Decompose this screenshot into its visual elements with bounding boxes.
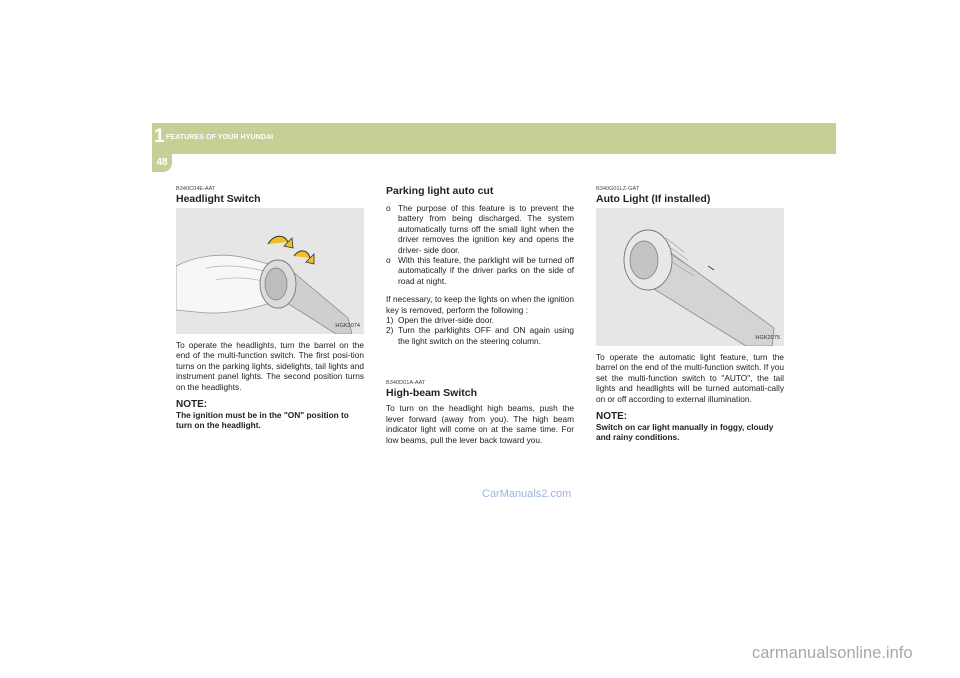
section-code: B340C04E-AAT — [176, 186, 216, 192]
body-text: To operate the automatic light feature, turn the barrel on the end of the multi-function switch. If you set the multi-function switch to "AUTO", the tail lights and headlights will be turned automati-cally on or off according to external illumination. — [596, 352, 784, 404]
list-item: o The purpose of this feature is to prevent the battery from being discharged. The system automatically turns off the small light when the driver removes the ignition key and opens the driver- side door. — [386, 203, 574, 255]
auto-light-figure — [596, 208, 784, 346]
section-title: Auto Light (If installed) — [596, 193, 711, 205]
bullet-marker: o — [386, 255, 391, 266]
step-marker: 2) — [386, 325, 394, 336]
column-headlight-switch — [176, 185, 364, 430]
body-text: To turn on the headlight high beams, push the lever forward (away from you). The high beam indicator light will come on at the same time. For low beams, pull the lever back toward you. — [386, 403, 574, 445]
watermark-link[interactable]: CarManuals2.com — [482, 488, 572, 500]
column-parking-light — [386, 185, 574, 445]
steps-list — [386, 315, 574, 346]
step-marker: 1) — [386, 315, 394, 326]
note-heading: NOTE: — [596, 411, 628, 423]
list-item: 1) Open the driver-side door. — [386, 315, 494, 326]
note-body: The ignition must be in the "ON" position to turn on the headlight. — [176, 410, 349, 431]
list-item: 2) Turn the parklights OFF and ON again using the light switch on the steering column. — [386, 325, 574, 346]
section-code: B340D01A-AAT — [386, 380, 426, 387]
hand-turning-switch-illustration — [176, 208, 364, 334]
site-footer-watermark: carmanualsonline.info — [752, 644, 913, 662]
section-title: Headlight Switch — [176, 193, 261, 205]
page-number: 48 — [156, 157, 168, 168]
bullet-list — [386, 203, 574, 286]
auto-light-switch-illustration — [596, 208, 784, 346]
section-title: Parking light auto cut — [386, 185, 494, 197]
figure-label: HGK2074 — [335, 322, 360, 329]
list-item: o With this feature, the parklight will be turned off automatically if the driver parks on the side of road at night. — [386, 255, 574, 286]
section-code: B340G01LZ-GAT — [596, 186, 640, 192]
headlight-switch-figure — [176, 208, 364, 334]
chapter-title: FEATURES OF YOUR HYUNDAI — [166, 134, 274, 141]
body-text: If necessary, to keep the lights on when the ignition key is removed, perform the following : — [386, 294, 574, 315]
figure-label: HGK2075 — [755, 334, 780, 341]
section-title: High-beam Switch — [386, 387, 478, 400]
bullet-marker: o — [386, 203, 391, 213]
column-auto-light — [596, 185, 784, 442]
note-body: Switch on car light manually in foggy, cloudy and rainy conditions. — [596, 422, 774, 443]
chapter-number: 1 — [154, 126, 165, 147]
body-text: To operate the headlights, turn the barrel on the end of the multi-function switch. The first posi-tion turns on the parking lights, sidelights, tail lights and instrument panel lights. The second position turns on the headlights. — [176, 340, 364, 392]
note-heading: NOTE: — [176, 399, 208, 411]
